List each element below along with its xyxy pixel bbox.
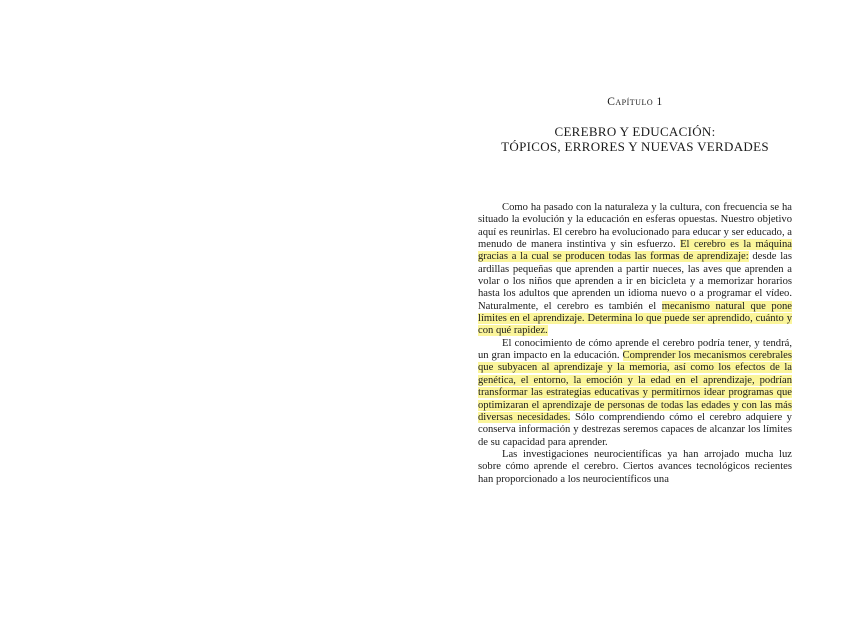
- body-paragraph: [478, 449, 792, 486]
- chapter-body: [478, 202, 792, 486]
- book-page: [478, 96, 792, 485]
- chapter-title-line-2: TÓPICOS, ERRORES Y NUEVAS VERDADES: [501, 139, 769, 154]
- chapter-label: Capítulo 1: [607, 96, 663, 108]
- highlighted-text: mecanismo natural que pone límites en el aprendizaje. Determina lo que puede ser aprendido, cuánto y con qué rapidez.: [478, 300, 792, 337]
- body-text: Como ha pasado con la naturaleza y la cultura, con frecuencia se ha situado la evolución y la educación en esferas opuestas. Nuestro objetivo aquí es reunirlas. El cerebro ha evolucionado para educar y ser educado, a menudo de manera instintiva y sin esfuerzo.: [478, 202, 792, 251]
- highlighted-text: El cerebro es la máquina gracias a la cual se producen todas las formas de aprendizaje:: [478, 239, 792, 263]
- chapter-title-line-1: CEREBRO Y EDUCACIÓN:: [554, 124, 716, 139]
- body-text: desde las ardillas pequeñas que aprenden a partir nueces, las aves que aprenden a volar o los niños que aprenden a ir en bicicleta y a memorizar horarios hasta los adultos que aprenden un idioma nuevo o a programar el vídeo. Naturalmente, el cerebro es también el: [478, 251, 792, 312]
- body-paragraph: [478, 202, 792, 338]
- body-paragraph: [478, 338, 792, 449]
- highlighted-text: Comprender los mecanismos cerebrales que subyacen al aprendizaje y la memoria, así como los efectos de la genética, el entorno, la emoción y la edad en el aprendizaje, podrían transformar las estrategias educativas y permitirnos idear programas que optimizaran el aprendizaje de personas de todas las edades y con las más diversas necesidades.: [478, 350, 792, 423]
- chapter-title: [478, 124, 792, 154]
- body-text: Las investigaciones neurocientíficas ya han arrojado mucha luz sobre cómo aprende el cerebro. Ciertos avances tecnológicos recientes han proporcionado a los neurocientíficos una: [478, 448, 792, 485]
- body-text: El conocimiento de cómo aprende el cerebro podría tener, y tendrá, un gran impacto en la educación.: [478, 337, 792, 362]
- body-text: Sólo comprendiendo cómo el cerebro adquiere y conserva información y destrezas seremos capaces de alcanzar los límites de su capacidad para aprender.: [478, 411, 792, 448]
